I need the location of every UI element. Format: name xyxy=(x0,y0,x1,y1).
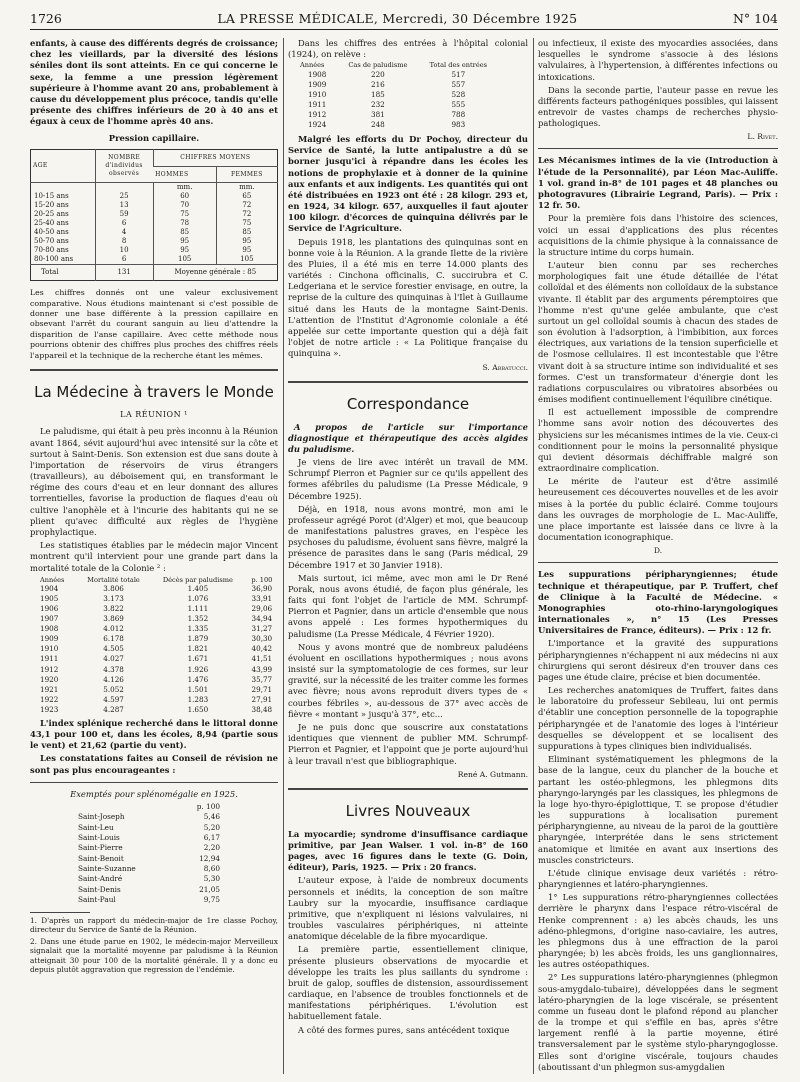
book-heading: La myocardie; syndrome d'insuffisance cardiaque primitive, par Jean Walser. 1 vol. in-8° de 160 pages, avec 16 figures dans le texte (G. Doin, éditeur), Paris, 1925. — Prix : 20 francs. xyxy=(288,828,528,873)
table-cell: 29,71 xyxy=(251,684,273,694)
table-cell: 105 xyxy=(153,255,216,264)
table-cell: 555 xyxy=(451,99,466,109)
paragraph: enfants, à cause des différents degrés de croissance; chez les vieillards, par la diversité des lésions séniles dont ils sont atteints. En ce qui concerne le sexe, la femme a une pression légèrement supérieure à l'homme avant 20 ans, probablement à cause du développement plus précoce, tandis qu'elle présente des chiffres inférieurs de 20 à 40 ans et égaux à ceux de l'homme après 40 ans. xyxy=(30,38,278,127)
table-cell: 517 xyxy=(451,69,466,79)
table-cell: 788 xyxy=(451,109,466,119)
table-cell: 1920 xyxy=(40,674,59,684)
hospital-entries-table xyxy=(298,62,498,130)
table-cell: 1.405 xyxy=(187,583,209,593)
table-cell: 1911 xyxy=(40,654,59,664)
col-header: p. 100 xyxy=(251,575,273,584)
table-cell: Saint-Paul xyxy=(78,895,116,905)
table-row xyxy=(74,843,224,853)
table-cell: 29,06 xyxy=(251,604,273,614)
table-row xyxy=(298,100,498,110)
table-cell: 2,20 xyxy=(203,843,220,853)
table-title: Exemptés pour splénomégalie en 1925. xyxy=(70,788,238,799)
table-row xyxy=(30,685,278,695)
col-header: Mortalité totale xyxy=(87,575,140,584)
table-cell: 216 xyxy=(371,79,385,89)
table-row xyxy=(31,210,278,219)
general-average: Moyenne générale : 85 xyxy=(153,265,277,281)
column-divider xyxy=(283,38,284,1074)
table-cell: 557 xyxy=(451,79,466,89)
table-row xyxy=(30,604,278,614)
table-cell: 95 xyxy=(216,237,277,246)
paragraph: Malgré les efforts du Dr Pochoy, directeur du Service de Santé, la lutte antipalustre a dû se borner jusqu'ici à répandre dans les écoles les notions de prophylaxie et à donner de la quinine aux enfants et aux indigents. Les quantités qui ont été distribuées en 1923 ont été : 28 kilogr. 293 et, en 1924, 34 kilogr. 657, auxquelles il faut ajouter 100 kilogr. d'écorces de quinquina délivrés par le Service de l'Agriculture. xyxy=(288,134,528,234)
col-header-women: FEMMES xyxy=(216,166,277,183)
table-cell: 5,20 xyxy=(203,822,220,832)
table-cell: 1904 xyxy=(40,583,59,593)
table-rule xyxy=(30,782,278,783)
column-right xyxy=(538,38,778,1075)
table-cell: Saint-Denis xyxy=(78,884,121,894)
table-row xyxy=(30,705,278,715)
table-cell: 1.335 xyxy=(187,624,209,634)
section-subtitle: LA RÉUNION ¹ xyxy=(120,409,188,419)
exemption-table xyxy=(74,802,224,906)
paragraph: ou infectieux, il existe des myocardies associées, dans lesquelles le syndrome s'associe à des lésions valvulaires, à l'hypertension, à différentes infections ou intoxications. xyxy=(538,38,778,82)
table-cell: 4.126 xyxy=(103,674,124,684)
paragraph: Nous y avons montré que de nombreux paludéens évoluent en oscillations hypothermiques ; nous avons insisté sur la symptomatologie de ces formes, sur leur gravité, sur la nécessité de les traiter comme les formes avec fièvre; nous avons reproduit divers types de « courbes fébriles », au-dessous de 37° avec accès de fièvre « montant » jusqu'à 37°, etc... xyxy=(288,641,528,719)
col-header: Décès par paludisme xyxy=(162,575,233,584)
article-lead: A propos de l'article sur l'importance diagnostique et thérapeutique des accès algides du paludisme. xyxy=(288,421,528,454)
paragraph: Depuis 1918, les plantations des quinquinas sont en bonne voie à la Réunion. A la grande Ilette de la rivière des Pluies, il a été mis en terre 14.000 plants des variétés : Cinchona officinalis, C. succirubra et C. Ledgeriana et le service forestier envisage, en outre, la reprise de la culture des quinquinas à l'Ilet à Guillaume situé dans les Hauts de la montagne Saint-Denis. L'attention de l'Institut d'Agronomie coloniale a été appelée sur cette importante question qui a déjà fait l'objet de notre article : « La Politique française du quinquina ». xyxy=(288,236,528,359)
table-title: Pression capillaire. xyxy=(108,133,200,144)
table-cell: 1908 xyxy=(40,624,59,634)
table-cell: 70 xyxy=(153,201,216,210)
table-cell: 38,48 xyxy=(251,704,273,714)
column-left xyxy=(30,38,278,976)
table-cell: 1.501 xyxy=(187,684,209,694)
journal-title: LA PRESSE MÉDICALE, Mercredi, 30 Décembre 1925 xyxy=(217,11,578,27)
table-cell: 5.052 xyxy=(103,684,124,694)
section-divider xyxy=(288,788,528,790)
table-row xyxy=(31,192,278,201)
paragraph: Les statistiques établies par le médecin major Vincent montrent qu'il intervient pour une grande part dans la mortalité totale de la Colonie ² : xyxy=(30,540,278,573)
table-cell: 36,90 xyxy=(251,583,273,593)
table-cell: 6.178 xyxy=(103,634,124,644)
paragraph: Les recherches anatomiques de Truffert, faites dans le laboratoire du professeur Sebileau, lui ont permis d'établir une conception personnelle de la topographie péripharyngée et de l'anatomie des loges à l'intérieur desquelles se développent et se localisent des suppurations à types cliniques bien individualisés. xyxy=(538,685,778,751)
table-cell: 3.869 xyxy=(103,614,124,624)
table-cell: 21,05 xyxy=(199,884,220,894)
table-cell: 1923 xyxy=(40,704,59,714)
table-cell: Sainte-Suzanne xyxy=(78,864,136,874)
table-row xyxy=(298,80,498,90)
table-cell: 95 xyxy=(153,246,216,255)
table-cell: 8 xyxy=(95,237,153,246)
book-heading: Les suppurations péripharyngiennes; étude technique et thérapeutique, par P. Truffert, chef de Clinique à la Faculté de Médecine. « Monographies oto-rhino-laryngologiques internationales », n° 15 (Les Presses Universitaires de France, éditeurs). — Prix : 12 fr. xyxy=(538,569,778,636)
column-divider xyxy=(533,38,534,1074)
table-cell: 12,94 xyxy=(199,853,220,863)
table-row xyxy=(74,812,224,822)
signature: René A. Gutmann. xyxy=(457,769,528,779)
table-row xyxy=(74,874,224,884)
table-cell: 105 xyxy=(216,255,277,264)
signature: D. xyxy=(653,546,663,556)
table-cell: 95 xyxy=(153,237,216,246)
col-header-avg: CHIFFRES MOYENS xyxy=(153,149,277,166)
table-row xyxy=(298,70,498,80)
table-row xyxy=(298,120,498,130)
table-cell: 50-70 ans xyxy=(34,237,69,246)
table-cell: 3.822 xyxy=(103,604,124,614)
total-count: 131 xyxy=(95,265,153,281)
table-cell: 95 xyxy=(216,246,277,255)
paragraph: Mais surtout, ici même, avec mon ami le Dr René Porak, nous avons étudié, de façon plus générale, les faits qui font l'objet de l'article de MM. Schrumpf-Pierron et Pagnier, dans un article d'ensemble que nous avons appelé : Les formes hypothermiques du paludisme (La Presse Médicale, 4 Février 1920). xyxy=(288,572,528,639)
table-cell: 5,30 xyxy=(203,874,220,884)
table-cell: 41,51 xyxy=(251,654,273,664)
table-cell: 1.283 xyxy=(187,694,209,704)
table-cell: 1922 xyxy=(40,694,59,704)
paragraph: Les constatations faites au Conseil de révision ne sont pas plus encourageantes : xyxy=(30,753,278,775)
table-cell: 528 xyxy=(451,89,466,99)
total-label: Total xyxy=(31,265,96,281)
table-cell: 85 xyxy=(216,228,277,237)
table-cell: 1.476 xyxy=(187,674,209,684)
table-cell: 85 xyxy=(153,228,216,237)
table-cell: 1910 xyxy=(40,644,59,654)
table-cell: 15-20 ans xyxy=(34,201,69,210)
table-row xyxy=(298,110,498,120)
table-cell: 40,42 xyxy=(251,644,273,654)
footnote: 1. D'après un rapport du médecin-major de 1re classe Pochoy, directeur du Service de Santé de la Réunion. xyxy=(30,915,278,935)
section-title: Livres Nouveaux xyxy=(345,801,471,820)
table-cell: 381 xyxy=(371,109,385,119)
col-header: Années xyxy=(300,61,325,70)
signature: L. Rivet. xyxy=(747,132,778,142)
paragraph: L'index splénique recherché dans le littoral donne 43,1 pour 100 et, dans les écoles, 8,94 (partie sous le vent) et 21,62 (partie du vent). xyxy=(30,717,278,751)
book-heading: Les Mécanismes intimes de la vie (Introduction à l'étude de la Personnalité), par Léon Mac-Auliffe. 1 vol. grand in-8° de 101 pages et 48 planches ou photogravures (Librairie Legrand, Paris). — Prix : 12 fr. 50. xyxy=(538,155,778,211)
table-row xyxy=(74,895,224,905)
table-row xyxy=(30,594,278,604)
section-divider xyxy=(288,381,528,383)
table-cell: 1.879 xyxy=(187,634,209,644)
table-cell: 13 xyxy=(95,201,153,210)
footnote: 2. Dans une étude parue en 1902, le médecin-major Merveilleux signalait que la mortalité moyenne par paludisme à la Réunion atteignait 30 pour 100 de la mortalité générale. Il y a donc eu depuis plutôt aggravation que regression de l'endémie. xyxy=(30,936,278,974)
table-cell: 20-25 ans xyxy=(34,210,69,219)
table-cell: 25 xyxy=(95,192,153,201)
table-row xyxy=(31,201,278,210)
table-row xyxy=(30,634,278,644)
table-row xyxy=(30,695,278,705)
section-title: La Médecine à travers le Monde xyxy=(34,382,274,401)
table-row xyxy=(31,228,278,237)
footnote-rule xyxy=(30,912,90,913)
table-row xyxy=(30,654,278,664)
col-header: Cas de paludisme xyxy=(348,61,408,70)
table-cell: 4.505 xyxy=(103,644,124,654)
table-cell: 80-100 ans xyxy=(34,255,74,264)
table-cell: 1911 xyxy=(308,99,327,109)
table-cell: 983 xyxy=(451,119,466,129)
section-title: Correspondance xyxy=(346,394,470,413)
table-cell: 1912 xyxy=(308,109,327,119)
table-cell: 65 xyxy=(216,192,277,201)
page-header xyxy=(30,10,778,30)
table-row xyxy=(31,219,278,228)
paragraph: L'auteur expose, à l'aide de nombreux documents personnels et inédits, la conception de son maître Laubry sur la myocardie, insuffisance cardiaque primitive, que n'expliquent ni lésions valvulaires, ni troubles vasculaires périphériques, ni atteinte anatomique décelable de la fibre myocardique. xyxy=(288,875,528,942)
table-cell: 1.926 xyxy=(187,664,209,674)
col-header: Années xyxy=(40,575,65,584)
table-cell: 1.671 xyxy=(187,654,209,664)
table-row xyxy=(30,624,278,634)
capillary-pressure-table xyxy=(30,149,278,282)
table-cell: 33,91 xyxy=(251,594,273,603)
table-cell: 1.821 xyxy=(187,644,209,654)
table-cell: 1905 xyxy=(40,594,59,603)
table-row xyxy=(31,237,278,246)
table-row xyxy=(30,665,278,675)
table-row xyxy=(74,833,224,843)
page-number: 1726 xyxy=(30,11,62,27)
col-header-men: HOMMES xyxy=(153,166,216,183)
paragraph: L'importance et la gravité des suppurations péripharyngiennes n'échappent ni aux médecins ni aux chirurgiens qui seront désireux d'en trouver dans ces pages une étude claire, précise et bien documentée. xyxy=(538,638,778,682)
table-cell: 35,77 xyxy=(251,674,273,684)
table-cell: 1.076 xyxy=(187,594,209,603)
table-cell: 4.597 xyxy=(103,694,124,704)
column-middle xyxy=(288,38,528,1038)
col-header-count: NOMBRE d'individus observés xyxy=(95,149,153,183)
table-cell: 43,99 xyxy=(251,664,273,674)
table-cell: 1908 xyxy=(308,69,327,79)
table-cell: 1.111 xyxy=(187,604,209,614)
paragraph: Eliminant systématiquement les phlegmons de la base de la langue, ceux du plancher de la bouche et partant les ostéo-phlegmons, les phlegmons dits pharyngo-laryngés par les classiques, les phlegmons de la loge hyo-thyro-épiglottique, T. se propose d'étudier les suppurations à localisation purement péripharyngienne, au niveau de la paroi de la gouttière pharyngée, interprétée dans le sens strictement anatomique et limitée en avant aux insertions des muscles constricteurs. xyxy=(538,754,778,865)
table-cell: 1912 xyxy=(40,664,59,674)
paragraph: Je viens de lire avec intérêt un travail de MM. Schrumpf Pierron et Pagnier sur ce qu'ils appellent des formes afébriles du paludisme (La Presse Médicale, 9 Décembre 1925). xyxy=(288,457,528,501)
table-cell: 3.173 xyxy=(103,594,124,603)
paragraph: 2° Les suppurations latéro-pharyngiennes (phlegmon sous-amygdalo-tubaire), développées dans le segment latéro-pharyngien de la loge viscérale, se présentent comme un fuseau dont le plafond répond au plancher de la trompe et qui s'effile en bas, après s'être largement renflé à la partie moyenne, étiré transversalement par le système stylo-pharyngoglosse. Elles sont d'origine viscérale, toujours chaudes (aboutissant d'un phlegmon sus-amygdalien xyxy=(538,972,778,1072)
table-row xyxy=(31,255,278,264)
table-cell: 70-80 ans xyxy=(34,246,69,255)
table-cell: 30,30 xyxy=(251,634,273,644)
table-cell: 1921 xyxy=(40,684,59,694)
paragraph: Le paludisme, qui était à peu près inconnu à la Réunion avant 1864, sévit aujourd'hui avec intensité sur la côte et surtout à Saint-Denis. Son extension est due sans doute à l'importation de réservoirs de virus étrangers (travailleurs), au déboisement qui, en transformant le régime des cours d'eau et en leur donnant des allures torrentielles, favorise la production de flaques d'eau où cultive l'anophèle et à l'incurie des habitants qui ne se plient qu'avec difficulté aux règles de l'hygiène prophylactique. xyxy=(30,426,278,537)
paragraph: Pour la première fois dans l'histoire des sciences, voici un essai d'applications des plus récentes acquisitions de la chimie physique à la connaissance de la structure intime du corps humain. xyxy=(538,213,778,257)
table-row xyxy=(30,675,278,685)
table-row xyxy=(31,246,278,255)
table-cell: 10 xyxy=(95,246,153,255)
paragraph: Déjà, en 1918, nous avons montré, mon ami le professeur agrégé Porot (d'Alger) et moi, que beaucoup de manifestations palustres graves, en l'espèce les psychoses du paludisme, évoluent sans fièvre, malgré la présence de parasites dans le sang (Paris médical, 29 Décembre 1917 et 30 Janvier 1918). xyxy=(288,503,528,570)
table-row xyxy=(30,644,278,654)
table-cell: 1907 xyxy=(40,614,59,624)
table-cell: 31,27 xyxy=(251,624,273,634)
unit-label: p. 100 xyxy=(196,801,220,811)
table-cell: 248 xyxy=(371,119,385,129)
table-cell: 1.650 xyxy=(187,704,209,714)
table-cell: 232 xyxy=(371,99,385,109)
table-cell: 1906 xyxy=(40,604,59,614)
table-cell: 34,94 xyxy=(251,614,273,624)
paragraph: L'étude clinique envisage deux variétés : rétro-pharyngiennes et latéro-pharyngiennes. xyxy=(538,867,778,890)
table-row xyxy=(74,854,224,864)
table-cell: 6,17 xyxy=(203,833,220,843)
table-cell: 4.378 xyxy=(103,664,124,674)
table-cell: 1910 xyxy=(308,89,327,99)
table-row xyxy=(30,614,278,624)
section-divider xyxy=(30,369,278,371)
mortality-table xyxy=(30,577,278,715)
issue-number: N° 104 xyxy=(732,11,778,27)
table-cell: 3.806 xyxy=(103,583,124,593)
paragraph: Dans la seconde partie, l'auteur passe en revue les différents facteurs pathogéniques possibles, qui laissent entrevoir de vastes champs de recherches physio-pathologiques. xyxy=(538,84,778,129)
paragraph: Je ne puis donc que souscrire aux constatations identiques que viennent de publier MM. Schrumpf-Pierron et Pagnier, et l'appoint que je porte aujourd'hui à leur travail n'est que bibliographique. xyxy=(288,722,528,766)
table-cell: Saint-Leu xyxy=(78,822,114,832)
paragraph: Dans les chiffres des entrées à l'hôpital colonial (1924), on relève : xyxy=(288,38,528,60)
table-cell: 4.287 xyxy=(103,704,124,714)
table-cell: 4.027 xyxy=(103,654,124,664)
paragraph: 1° Les suppurations rétro-pharyngiennes collectées derrière le pharynx dans l'espace rétro-viscéral de Henke comprennent : a) les abcès chauds, les uns adéno-phlegmons, d'origine naso-caviaire, les autres, les phlegmons dus à une effraction de la paroi pharyngée; b) les abcès froids, les uns ganglionnaires, les autres ostéopathiques. xyxy=(538,892,778,970)
table-row xyxy=(74,864,224,874)
table-cell: 75 xyxy=(216,219,277,228)
table-row xyxy=(74,823,224,833)
table-cell: 78 xyxy=(153,219,216,228)
table-cell: 1.352 xyxy=(187,614,209,624)
paragraph: Les chiffres donnés ont une valeur exclusivement comparative. Nous étudions maintenant si c'est possible de donner une base différente à la pression capillaire en obsevant l'arrêt du courant sanguin au lieu d'attendre la disparition de l'anse capillaire. Avec cette méthode nous pourrions obtenir des chiffres plus proches des chiffres réels l'appareil et la technique de la recherche étant les mêmes. xyxy=(30,288,278,360)
table-cell: 40-50 ans xyxy=(34,228,69,237)
table-row xyxy=(30,584,278,594)
table-cell: 5,46 xyxy=(203,812,220,822)
paragraph: La première partie, essentiellement clinique, présente plusieurs observations de myocardie et développe les traits les plus saillants du syndrome : bruit de galop, souffles de distension, assourdissement cardiaque, en l'absence de troubles fonctionnels et de manifestations périphériques. L'évolution est habituellement fatale. xyxy=(288,944,528,1022)
table-cell: 1924 xyxy=(308,119,327,129)
paragraph: A côté des formes pures, sans antécédent toxique xyxy=(298,1024,510,1035)
table-row xyxy=(74,885,224,895)
paragraph: L'auteur bien connu par ses recherches morphologiques fait une étude détaillée de l'état colloïdal et des éléments non colloïdaux de la substance vivante. Il établit par des arguments péremptoires que l'homme n'est qu'une gelée ambulante, que c'est surtout un gel colloïdal soumis à chacun des stades de son évolution à l'adsorption, à l'imbibition, aux forces électriques, aux variations de la tension superficielle et de l'osmose cellulaires. Il est incontestable que l'être vivant doit à sa structure intime son individualité et ses formes. C'est un transformateur d'énergie dont les radiations corpusculaires ou vibratoires absorbées ou émises modifient continuellement l'équilibre cinétique. xyxy=(538,260,778,405)
table-cell: 220 xyxy=(371,69,385,79)
table-cell: 6 xyxy=(95,219,153,228)
table-cell: 60 xyxy=(153,192,216,201)
table-cell: 59 xyxy=(95,210,153,219)
paragraph: Le mérite de l'auteur est d'être assimilé heureusement ces découvertes nouvelles et de les avoir mises à la portée du public éclairé. Comme toujours dans les ouvrages de morphologie de L. Mac-Auliffe, une place importante est laissée dans ce livre à la documentation iconographique. xyxy=(538,476,778,543)
unit-label: mm. xyxy=(216,183,277,192)
paragraph: Il est actuellement impossible de comprendre l'homme sans avoir notion des découvertes des physiciens sur les mécanismes intimes de la vie. Ceux-ci conditionnent pour le moins la personnalité physique qui devient désormais déchiffrable malgré son extraordinaire complication. xyxy=(538,407,778,474)
table-row xyxy=(298,90,498,100)
table-cell: 25-40 ans xyxy=(34,219,69,228)
review-divider xyxy=(538,148,778,149)
table-cell: 6 xyxy=(95,255,153,264)
unit-label: mm. xyxy=(153,183,216,192)
table-cell: Saint-Louis xyxy=(78,833,120,843)
table-cell: Saint-André xyxy=(78,874,123,884)
table-cell: 4.012 xyxy=(103,624,124,634)
table-cell: 72 xyxy=(216,210,277,219)
table-cell: Saint-Benoit xyxy=(78,853,124,863)
table-cell: 1909 xyxy=(308,79,327,89)
table-cell: 1909 xyxy=(40,634,59,644)
table-cell: 75 xyxy=(153,210,216,219)
col-header-age: AGE xyxy=(31,149,96,183)
table-cell: 8,60 xyxy=(203,864,220,874)
table-cell: 9,75 xyxy=(203,895,220,905)
table-cell: 4 xyxy=(95,228,153,237)
table-cell: 185 xyxy=(371,89,385,99)
signature: S. Abbatucci. xyxy=(482,362,528,372)
col-header: Total des entrées xyxy=(429,61,488,70)
table-cell: 27,91 xyxy=(251,694,273,704)
table-cell: Saint-Pierre xyxy=(78,843,123,853)
table-cell: Saint-Joseph xyxy=(78,812,125,822)
review-divider xyxy=(538,562,778,563)
table-cell: 10-15 ans xyxy=(34,192,69,201)
table-cell: 72 xyxy=(216,201,277,210)
